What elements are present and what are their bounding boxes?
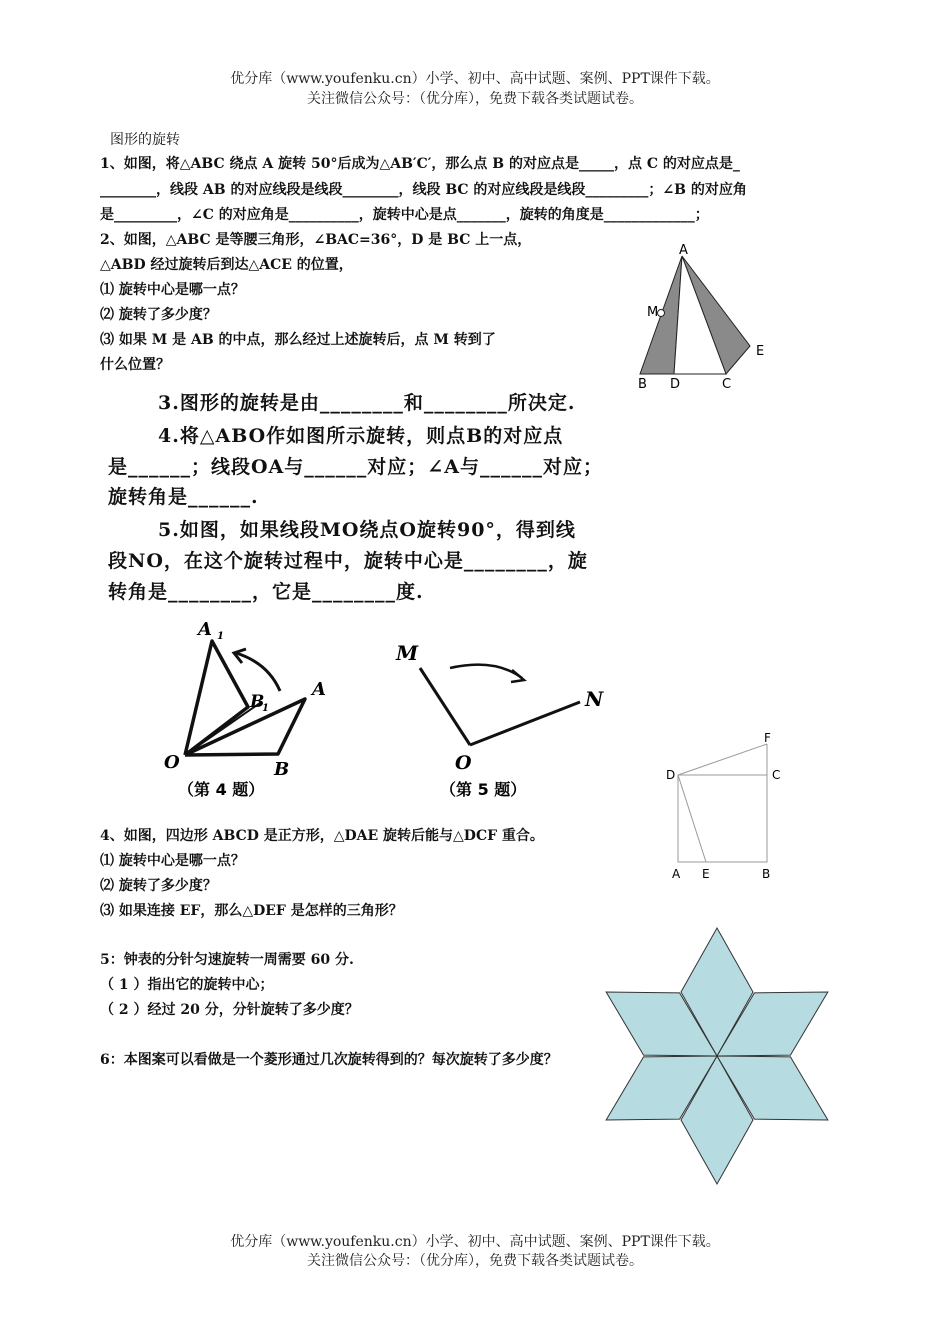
header-line-1: 优分库（www.youfenku.cn）小学、初中、高中试题、案例、PPT课件下载。 (230, 71, 720, 87)
q5-line-1: 5：钟表的分针匀速旋转一周需要 60 分. (100, 952, 354, 968)
scan-q5-line-1: 5.如图，如果线段MO绕点O旋转90°，得到线 (158, 519, 576, 541)
q4-label-f: F (764, 731, 771, 745)
label-c: C (722, 377, 732, 388)
fig4-label-o: O (164, 752, 180, 773)
fig4-label-b: B (274, 759, 290, 780)
label-d: D (670, 377, 681, 388)
square-abcd (678, 775, 767, 862)
label-e: E (756, 344, 765, 359)
label-a: A (679, 243, 688, 258)
scan-q4-line-3: 旋转角是______. (108, 486, 259, 508)
fig4-label-b1: B (250, 692, 265, 712)
q1-line-1: 1、如图，将△ABC 绕点 A 旋转 50°后成为△AB′C′，那么点 B 的对应点是_____，点 C 的对应点是_ (100, 156, 740, 172)
q4-sub-1: ⑴ 旋转中心是哪一点？ (100, 853, 245, 869)
q4-line-1: 4、如图，四边形 ABCD 是正方形，△DAE 旋转后能与△DCF 重合。 (100, 828, 544, 844)
q2-sub-3b: 什么位置？ (100, 357, 170, 373)
fig5-label-o: O (455, 752, 472, 774)
fig5-figure (390, 630, 620, 805)
fig4-figure (150, 615, 350, 805)
q3-text: 3.图形的旋转是由________和________所决定. (158, 392, 576, 414)
fig4-label-b1-sub: 1 (262, 703, 269, 714)
label-m: M (647, 305, 659, 320)
fig4-label-a1-sub: 1 (217, 631, 224, 642)
rhombus-star-figure (600, 920, 850, 1190)
scan-q4-line-2: 是______；线段OA与______对应；∠A与______对应； (108, 456, 603, 478)
q1-line-3: 是_________，∠C 的对应角是__________，旋转中心是点_______，旋转的角度是_____________； (100, 207, 709, 223)
q4-label-d: D (666, 768, 676, 782)
fig4-caption: （第 4 题） (178, 780, 265, 799)
footer-line-2: 关注微信公众号：（优分库），免费下载各类试题试卷。 (307, 1253, 643, 1269)
q4-sub-2: ⑵ 旋转了多少度？ (100, 878, 217, 894)
scan-q4-line-1: 4.将△ABO作如图所示旋转，则点B的对应点 (158, 425, 564, 447)
header-line-2: 关注微信公众号：（优分库），免费下载各类试题试卷。 (307, 91, 643, 107)
fig5-label-m: M (396, 641, 419, 665)
q5-sub-1: （ 1 ）指出它的旋转中心； (100, 977, 274, 993)
fig4-label-a1: A (198, 619, 212, 640)
q4-sub-3: ⑶ 如果连接 EF，那么△DEF 是怎样的三角形？ (100, 903, 403, 919)
page-title: 图形的旋转 (110, 132, 180, 148)
q4-label-e: E (702, 867, 710, 881)
q4-label-c: C (772, 768, 781, 782)
q2-sub-1: ⑴ 旋转中心是哪一点？ (100, 282, 245, 298)
q4-label-b: B (762, 867, 771, 881)
label-b: B (638, 377, 647, 388)
q2-line-1: 2、如图，△ABC 是等腰三角形，∠BAC=36°，D 是 BC 上一点， (100, 232, 532, 248)
q2-line-2: △ABD 经过旋转后到达△ACE 的位置， (100, 257, 353, 273)
fig5-caption: （第 5 题） (440, 780, 527, 799)
fig4-label-a: A (312, 679, 326, 700)
q1-line-2: ________，线段 AB 的对应线段是线段________，线段 BC 的对应线段是线段_________；∠B 的对应角 (100, 182, 747, 198)
q2-figure (630, 238, 770, 388)
scan-q5-line-3: 转角是________，它是________度. (108, 581, 424, 603)
footer-line-1: 优分库（www.youfenku.cn）小学、初中、高中试题、案例、PPT课件下载。 (230, 1234, 720, 1250)
q4-figure (662, 728, 792, 883)
q2-sub-3: ⑶ 如果 M 是 AB 的中点，那么经过上述旋转后，点 M 转到了 (100, 332, 496, 348)
scan-q5-line-2: 段NO，在这个旋转过程中，旋转中心是________，旋 (108, 550, 588, 572)
q6-line-1: 6：本图案可以看做是一个菱形通过几次旋转得到的？每次旋转了多少度？ (100, 1052, 558, 1068)
fig5-label-n: N (585, 687, 604, 711)
q2-sub-2: ⑵ 旋转了多少度？ (100, 307, 217, 323)
q5-sub-2: （ 2 ）经过 20 分，分针旋转了多少度？ (100, 1002, 359, 1018)
point-m (658, 310, 665, 317)
q4-label-a: A (672, 867, 681, 881)
